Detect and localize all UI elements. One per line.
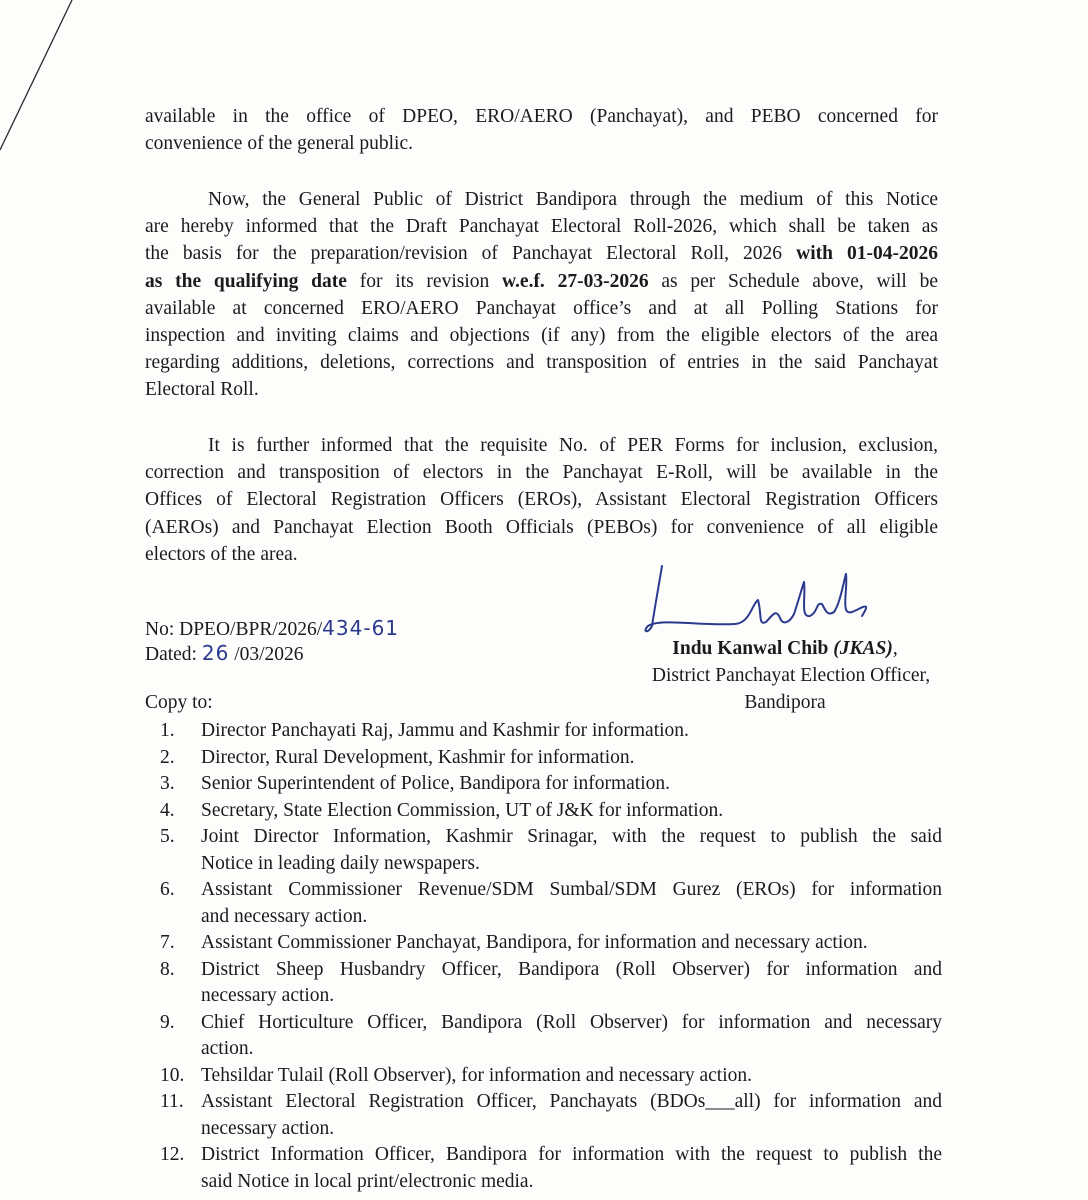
copy-to-item-number: 9.: [160, 1011, 175, 1033]
copy-to-item-number: 2.: [160, 746, 175, 768]
copy-to-item-text: [201, 1089, 942, 1142]
copy-to-item-line: District Sheep Husbandry Officer, Bandipora (Roll Observer) for information and: [201, 958, 942, 980]
signatory-name: [620, 635, 950, 662]
text-line: inspection and inviting claims and objections (if any) from the eligible electors of the area: [145, 325, 938, 347]
copy-to-item-line: Senior Superintendent of Police, Bandipora for information.: [201, 773, 670, 794]
text-line: are hereby informed that the Draft Panchayat Electoral Roll-2026, which shall be taken as: [145, 216, 938, 238]
copy-to-item-line: Assistant Commissioner Panchayat, Bandipora, for information and necessary action.: [201, 932, 868, 953]
date-rest: /03/2026: [234, 644, 304, 665]
text-line: (AEROs) and Panchayat Election Booth Officials (PEBOs) for convenience of all eligible: [145, 516, 938, 538]
copy-to-item: [0, 930, 1088, 957]
copy-to-item: [0, 1063, 1088, 1090]
copy-to-item: [0, 877, 1088, 930]
copy-to-item-line: Joint Director Information, Kashmir Srinagar, with the request to publish the said: [201, 826, 942, 847]
copy-to-item: [0, 1010, 1088, 1063]
text-line: available at concerned ERO/AERO Panchayat office’s and at all Polling Stations for: [145, 297, 938, 319]
copy-to-item: [0, 798, 1088, 825]
paragraph-office-availability: [145, 103, 938, 157]
copy-to-item-line: Secretary, State Election Commission, UT of J&K for information.: [201, 799, 724, 821]
copy-to-item-line: action.: [201, 1038, 254, 1059]
copy-to-item: [0, 957, 1088, 1010]
copy-to-item-number: 3.: [160, 773, 175, 794]
text-line: regarding additions, deletions, corrections and transposition of entries in the said Panchayat: [145, 352, 938, 374]
text-line: correction and transposition of electors in the Panchayat E-Roll, will be available in the: [145, 462, 938, 484]
reference-number-label: No: DPEO/BPR/2026/: [145, 619, 323, 640]
copy-to-item-number: 11.: [160, 1091, 184, 1112]
text-line: Now, the General Public of District Bandipora through the medium of this Notice: [208, 189, 938, 210]
copy-to-item-line: Assistant Commissioner Revenue/SDM Sumbal/SDM Gurez (EROs) for information: [201, 879, 942, 900]
copy-to-item-line: Director, Rural Development, Kashmir for information.: [201, 746, 635, 768]
copy-to-item-text: [201, 824, 942, 877]
copy-to-item-line: Assistant Electoral Registration Officer, Panchayats (BDOs___all) for information and: [201, 1091, 942, 1112]
copy-to-item-number: 10.: [160, 1064, 185, 1086]
copy-to-item-text: [201, 877, 942, 930]
signatory-comma: ,: [892, 638, 898, 659]
copy-to-item: [0, 745, 1088, 772]
copy-to-item-line: and necessary action.: [201, 905, 368, 927]
text-line: convenience of the general public.: [145, 133, 414, 155]
copy-to-item-line: Director Panchayati Raj, Jammu and Kashmir for information.: [201, 720, 689, 741]
copy-to-item-text: [201, 771, 942, 798]
copy-to-item: [0, 771, 1088, 798]
copy-to-item: [0, 1089, 1088, 1142]
page-fold-line: [0, 0, 80, 160]
copy-to-item: [0, 824, 1088, 877]
paragraph-per-forms: [145, 432, 938, 568]
copy-to-item: [0, 718, 1088, 745]
copy-to-item-number: 12.: [160, 1144, 185, 1165]
bold-text: as the qualifying date: [145, 270, 347, 292]
copy-to-item-number: 4.: [160, 799, 175, 821]
signatory-service: (JKAS): [833, 638, 893, 659]
bold-text: with 01-04-2026: [796, 243, 938, 265]
handwritten-number: 434-61: [322, 616, 400, 640]
text-segment: the basis for the preparation/revision of Panchayat Electoral Roll, 2026: [145, 243, 783, 265]
copy-to-item-number: 8.: [160, 958, 175, 980]
copy-to-item-line: Notice in leading daily newspapers.: [201, 852, 480, 874]
copy-to-item-line: necessary action.: [201, 985, 335, 1006]
copy-to-item-line: Tehsildar Tulail (Roll Observer), for information and necessary action.: [201, 1064, 752, 1086]
signatory-name-text: Indu Kanwal Chib: [672, 638, 829, 659]
text-line: It is further informed that the requisite No. of PER Forms for inclusion, exclusion,: [208, 435, 938, 456]
copy-to-item-text: [201, 1063, 942, 1090]
copy-to-item-text: [201, 798, 942, 825]
copy-to-item-text: [201, 957, 942, 1010]
copy-to-item-text: [201, 930, 942, 957]
copy-to-item-number: 6.: [160, 879, 175, 900]
copy-to-item-line: said Notice in local print/electronic media.: [201, 1170, 534, 1192]
signature-image: [640, 560, 900, 640]
copy-to-item-number: 1.: [160, 720, 175, 741]
date-label: Dated:: [145, 644, 197, 665]
copy-to-item: [0, 1142, 1088, 1195]
copy-to-list: [0, 718, 1088, 1195]
text-line: [145, 240, 938, 267]
reference-date: [145, 640, 304, 668]
bold-text: w.e.f. 27-03-2026: [502, 270, 649, 292]
copy-to-item-number: 7.: [160, 932, 175, 953]
reference-number: [145, 615, 399, 643]
text-line: Electoral Roll.: [145, 379, 259, 401]
paragraph-draft-roll-notice: [145, 186, 938, 404]
text-segment: for its revision: [359, 270, 490, 292]
copy-to-item-line: Chief Horticulture Officer, Bandipora (Roll Observer) for information and necessary: [201, 1011, 942, 1033]
text-segment: as per Schedule above, will be: [661, 270, 939, 292]
copy-to-item-text: [201, 745, 942, 772]
signatory-block: [620, 635, 950, 716]
copy-to-item-line: District Information Officer, Bandipora for information with the request to publish the: [201, 1144, 942, 1165]
text-line: [145, 268, 938, 295]
copy-to-item-number: 5.: [160, 826, 175, 847]
copy-to-label: Copy to:: [145, 692, 213, 713]
text-line: electors of the area.: [145, 543, 298, 565]
signatory-place: Bandipora: [744, 692, 826, 713]
handwritten-day: 26: [201, 641, 230, 665]
copy-to-item-line: necessary action.: [201, 1117, 335, 1139]
signatory-designation: District Panchayat Election Officer,: [651, 665, 931, 686]
text-line: Offices of Electoral Registration Officers (EROs), Assistant Electoral Registration Officers: [145, 489, 938, 511]
copy-to-item-text: [201, 1142, 942, 1195]
text-line: available in the office of DPEO, ERO/AERO (Panchayat), and PEBO concerned for: [145, 106, 938, 127]
copy-to-item-text: [201, 1010, 942, 1063]
copy-to-item-text: [201, 718, 942, 745]
